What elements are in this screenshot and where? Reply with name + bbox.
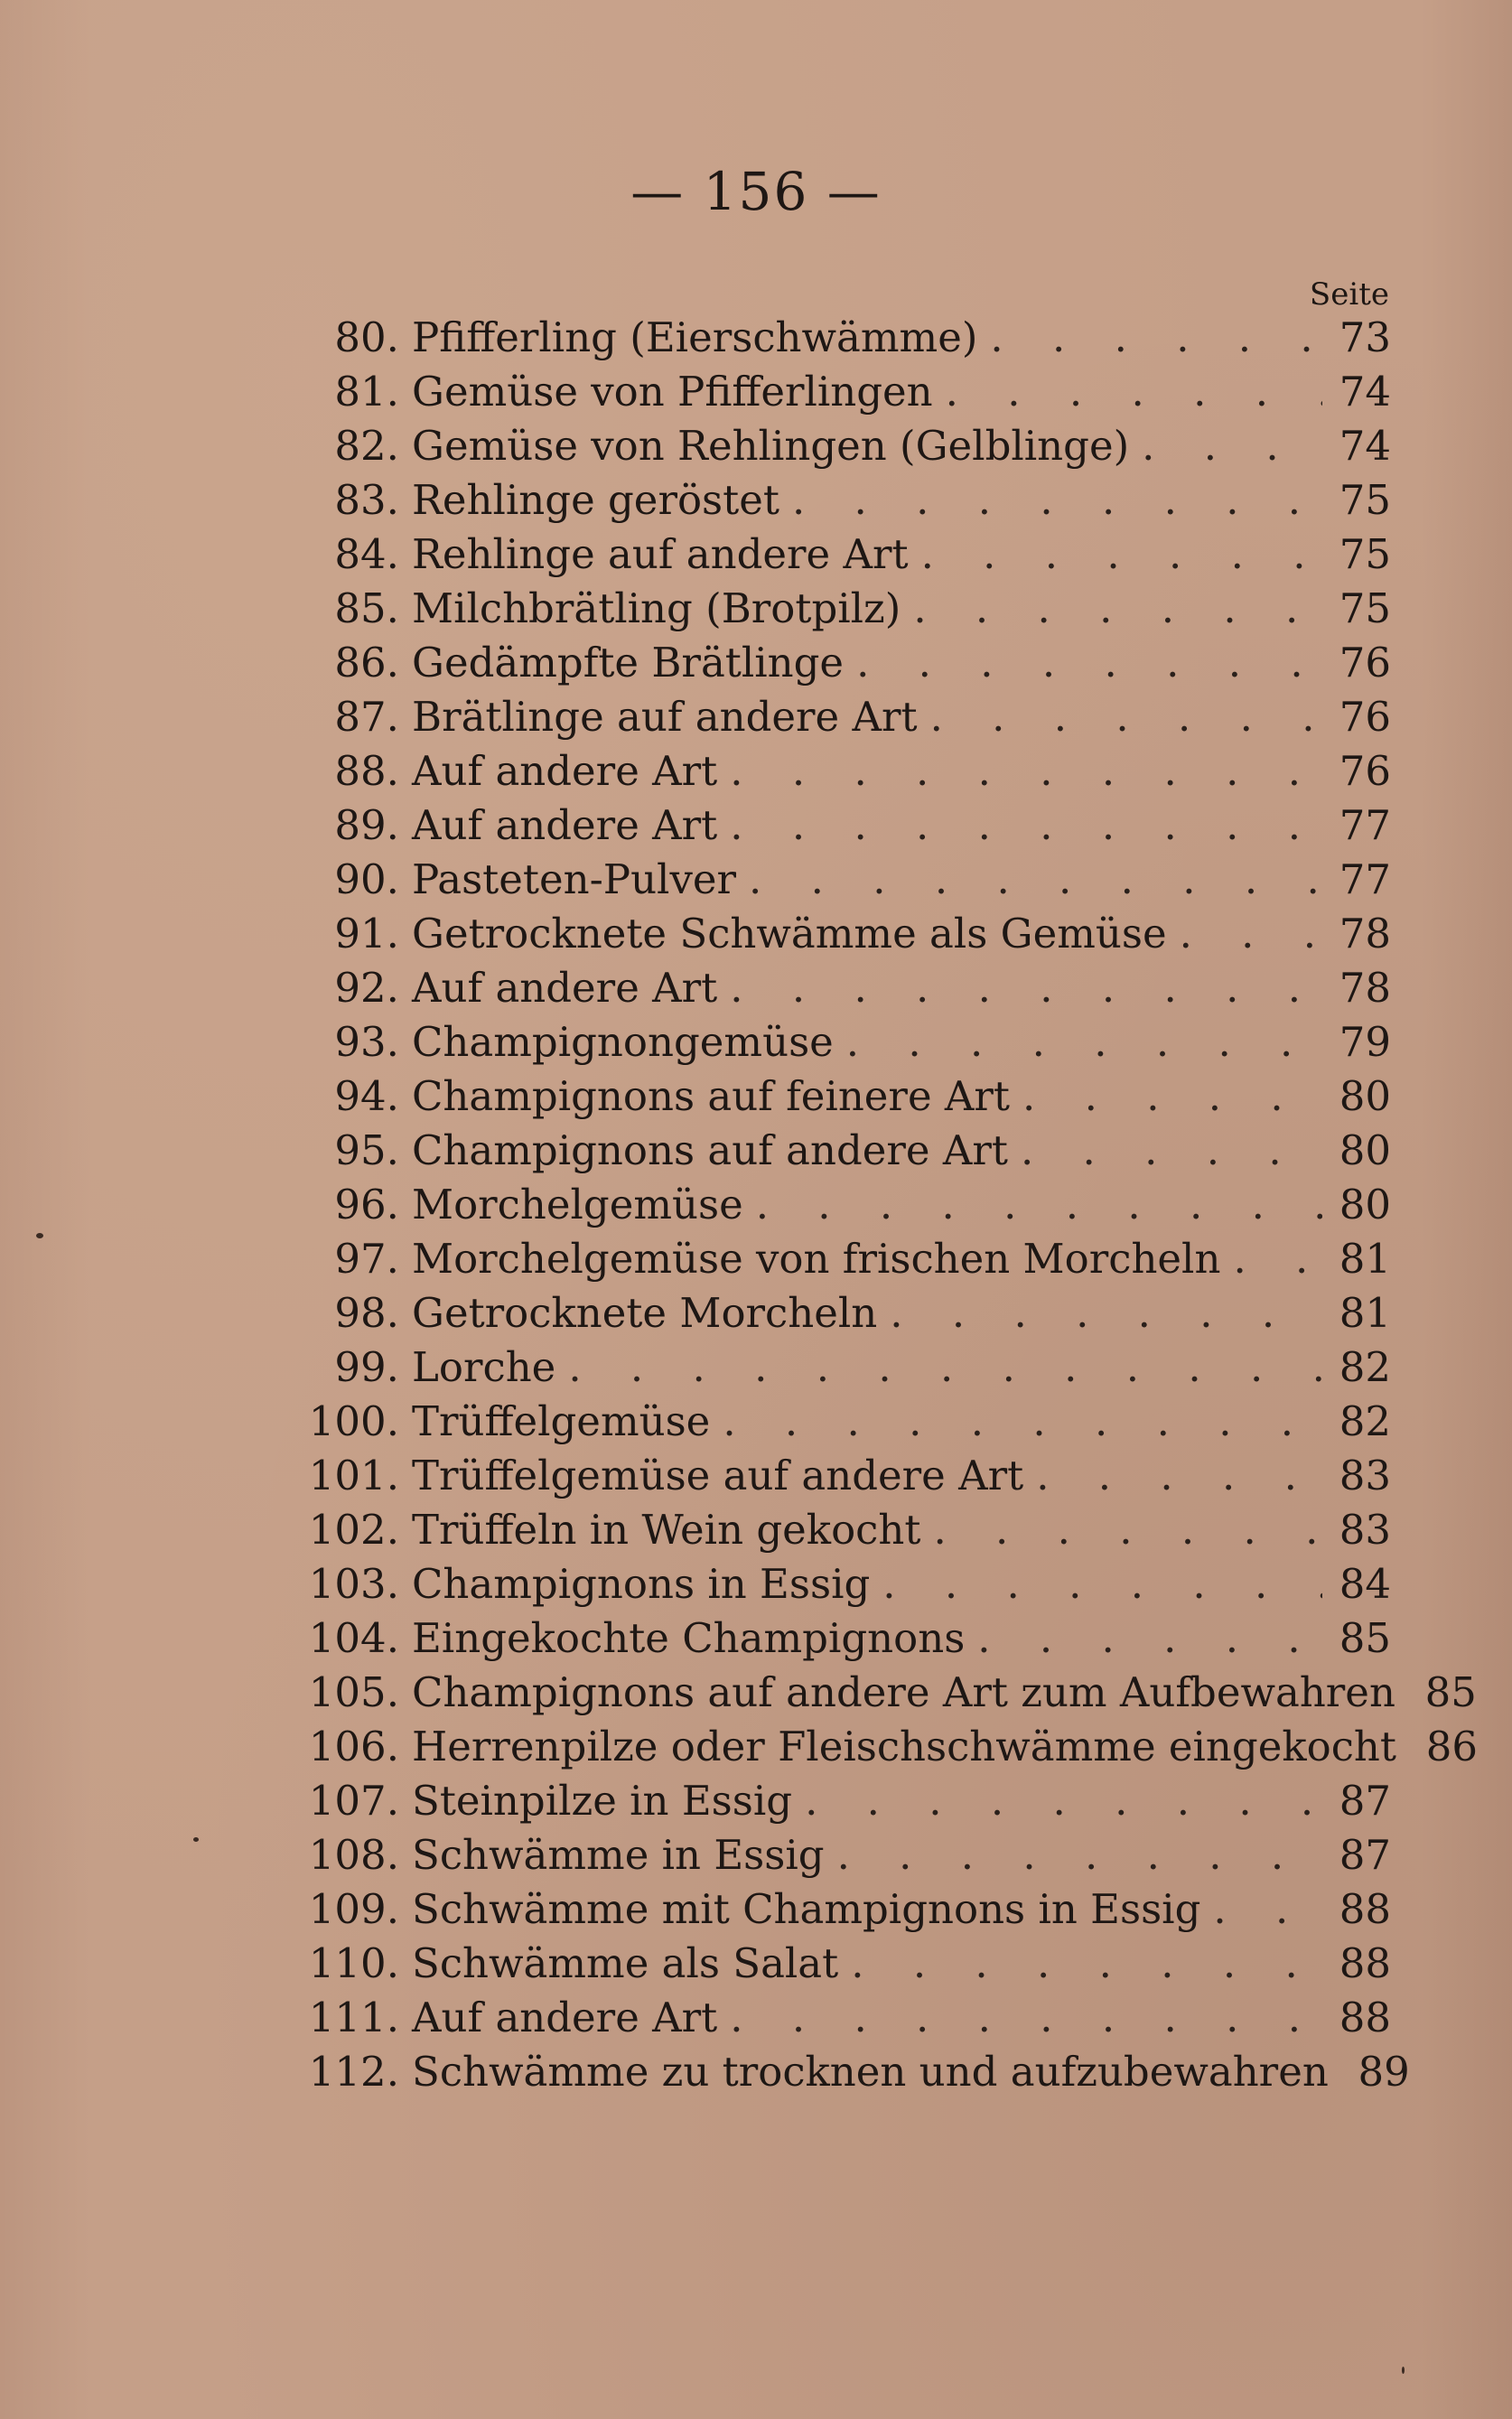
dot-leader bbox=[736, 853, 1322, 907]
toc-entry-number: 95. bbox=[334, 1126, 399, 1174]
toc-entry-number: 103. bbox=[308, 1560, 399, 1608]
toc-entry-title: Gemüse von Rehlingen (Gelblinge) bbox=[412, 422, 1130, 470]
toc-entry-number: 81. bbox=[334, 368, 399, 416]
toc-entry bbox=[289, 1611, 1391, 1666]
toc-entry bbox=[289, 961, 1391, 1015]
toc-entry-page: 74 bbox=[1339, 368, 1391, 416]
toc-entry-number: 90. bbox=[334, 855, 399, 903]
dot-leader bbox=[743, 1178, 1322, 1232]
toc-entry-title: Auf andere Art bbox=[412, 747, 718, 795]
dot-leader bbox=[710, 1395, 1322, 1449]
toc-entry-title: Champignongemüse bbox=[412, 1018, 834, 1066]
dot-leader bbox=[1395, 1666, 1408, 1720]
toc-entry-page: 82 bbox=[1339, 1343, 1391, 1391]
toc-entry-number: 105. bbox=[308, 1668, 399, 1716]
toc-entry-title: Gedämpfte Brätlinge bbox=[412, 639, 845, 686]
toc-entry bbox=[289, 907, 1391, 961]
toc-entry-title: Pfifferling (Eierschwämme) bbox=[412, 313, 978, 361]
toc-entry-page: 76 bbox=[1339, 639, 1391, 686]
dot-leader bbox=[1023, 1449, 1322, 1503]
toc-entry-number: 100. bbox=[308, 1397, 399, 1445]
toc-entry-number: 85. bbox=[334, 584, 399, 632]
toc-entry-number: 109. bbox=[308, 1885, 399, 1933]
dot-leader bbox=[933, 365, 1322, 419]
page-number: — 156 — bbox=[630, 161, 882, 222]
toc-entry-title: Schwämme mit Champignons in Essig bbox=[412, 1885, 1201, 1933]
toc-entry-title: Rehlinge auf andere Art bbox=[412, 530, 909, 578]
toc-entry-page: 86 bbox=[1425, 1723, 1478, 1770]
dot-leader bbox=[825, 1828, 1322, 1882]
toc-entry-page: 84 bbox=[1339, 1560, 1391, 1608]
toc-entry-page: 80 bbox=[1339, 1181, 1391, 1228]
toc-entry-number: 110. bbox=[308, 1939, 399, 1987]
toc-entry-title: Lorche bbox=[412, 1343, 556, 1391]
toc-entry-number: 92. bbox=[334, 964, 399, 1012]
toc-entry bbox=[289, 1015, 1391, 1069]
toc-entry-number: 108. bbox=[308, 1831, 399, 1879]
toc-entry-title: Milchbrätling (Brotpilz) bbox=[412, 584, 901, 632]
toc-entry-number: 93. bbox=[334, 1018, 399, 1066]
toc-entry-number: 94. bbox=[334, 1072, 399, 1120]
toc-entry bbox=[289, 1774, 1391, 1828]
toc-entry bbox=[289, 1666, 1477, 1720]
toc-entry-title: Getrocknete Morcheln bbox=[412, 1289, 878, 1337]
toc-entry-page: 74 bbox=[1339, 422, 1391, 470]
toc-entry-title: Trüffeln in Wein gekocht bbox=[412, 1506, 921, 1554]
toc-entry-number: 102. bbox=[308, 1506, 399, 1554]
toc-entry-number: 99. bbox=[334, 1343, 399, 1391]
toc-entry-title: Auf andere Art bbox=[412, 801, 718, 849]
toc-entry-page: 88 bbox=[1339, 1885, 1391, 1933]
toc-entry-page: 85 bbox=[1339, 1614, 1391, 1662]
dot-leader bbox=[1329, 2045, 1341, 2099]
dot-leader bbox=[920, 1503, 1322, 1557]
toc-entry-title: Champignons auf andere Art zum Aufbewahren bbox=[412, 1668, 1395, 1716]
toc-entry bbox=[289, 311, 1391, 365]
dot-leader bbox=[1200, 1882, 1322, 1937]
paper-speck bbox=[36, 1233, 43, 1238]
toc-entry-title: Steinpilze in Essig bbox=[412, 1777, 793, 1825]
toc-entry bbox=[289, 1232, 1391, 1286]
toc-entry-number: 88. bbox=[334, 747, 399, 795]
toc-entry bbox=[289, 1991, 1391, 2045]
toc-entry bbox=[289, 1069, 1391, 1124]
toc-entry-number: 87. bbox=[334, 693, 399, 741]
toc-entry bbox=[289, 365, 1391, 419]
toc-entry-number: 97. bbox=[334, 1235, 399, 1283]
toc-entry-number: 86. bbox=[334, 639, 399, 686]
toc-entry-number: 107. bbox=[308, 1777, 399, 1825]
toc-entry-page: 88 bbox=[1339, 1939, 1391, 1987]
toc-entry-title: Champignons auf andere Art bbox=[412, 1126, 1008, 1174]
toc-entry-page: 87 bbox=[1339, 1777, 1391, 1825]
dot-leader bbox=[838, 1937, 1322, 1991]
toc-entry-title: Trüffelgemüse bbox=[412, 1397, 711, 1445]
toc-entry-page: 78 bbox=[1339, 964, 1391, 1012]
toc-entry-number: 83. bbox=[334, 476, 399, 524]
dot-leader bbox=[779, 473, 1322, 528]
toc-entry-page: 81 bbox=[1339, 1289, 1391, 1337]
toc-entry-page: 76 bbox=[1339, 747, 1391, 795]
toc-entry-number: 82. bbox=[334, 422, 399, 470]
toc-entry bbox=[289, 1340, 1391, 1395]
toc-entry-title: Auf andere Art bbox=[412, 1994, 718, 2041]
toc-entry-title: Morchelgemüse von frischen Morcheln bbox=[412, 1235, 1221, 1283]
toc-entry-title: Rehlinge geröstet bbox=[412, 476, 779, 524]
toc-entry-page: 78 bbox=[1339, 910, 1391, 957]
toc-entry-number: 96. bbox=[334, 1181, 399, 1228]
toc-entry-page: 73 bbox=[1339, 313, 1391, 361]
toc-entry-title: Eingekochte Champignons bbox=[412, 1614, 966, 1662]
toc-entry-number: 106. bbox=[308, 1723, 399, 1770]
toc-entry-page: 87 bbox=[1339, 1831, 1391, 1879]
toc-entry-page: 81 bbox=[1339, 1235, 1391, 1283]
toc-entry-title: Schwämme als Salat bbox=[412, 1939, 839, 1987]
toc-entry-title: Schwämme zu trocknen und aufzubewahren bbox=[412, 2048, 1329, 2096]
dot-leader bbox=[965, 1611, 1322, 1666]
toc-entry-title: Schwämme in Essig bbox=[412, 1831, 825, 1879]
toc-entry bbox=[289, 1178, 1391, 1232]
toc-entry bbox=[289, 1395, 1391, 1449]
dot-leader bbox=[909, 528, 1322, 582]
table-of-contents bbox=[289, 311, 1478, 2099]
dot-leader bbox=[977, 311, 1322, 365]
toc-entry-number: 84. bbox=[334, 530, 399, 578]
dot-leader bbox=[1396, 1720, 1409, 1774]
toc-entry-page: 75 bbox=[1339, 530, 1391, 578]
toc-entry-page: 83 bbox=[1339, 1506, 1391, 1554]
toc-entry bbox=[289, 1828, 1391, 1882]
toc-entry-number: 98. bbox=[334, 1289, 399, 1337]
toc-entry-number: 101. bbox=[308, 1452, 399, 1499]
toc-entry bbox=[289, 473, 1391, 528]
toc-entry bbox=[289, 744, 1391, 799]
toc-entry bbox=[289, 1557, 1391, 1611]
toc-entry bbox=[289, 582, 1391, 636]
toc-entry-title: Auf andere Art bbox=[412, 964, 718, 1012]
toc-entry-title: Gemüse von Pfifferlingen bbox=[412, 368, 933, 416]
toc-entry-page: 82 bbox=[1339, 1397, 1391, 1445]
toc-entry-page: 77 bbox=[1339, 801, 1391, 849]
paper-speck bbox=[1402, 2367, 1405, 2374]
toc-entry-page: 76 bbox=[1339, 693, 1391, 741]
toc-entry-number: 80. bbox=[334, 313, 399, 361]
dot-leader bbox=[717, 1991, 1322, 2045]
dot-leader bbox=[792, 1774, 1322, 1828]
toc-entry bbox=[289, 1449, 1391, 1503]
dot-leader bbox=[870, 1557, 1322, 1611]
toc-entry-title: Pasteten-Pulver bbox=[412, 855, 737, 903]
dot-leader bbox=[844, 636, 1322, 690]
toc-entry bbox=[289, 636, 1391, 690]
toc-entry-page: 79 bbox=[1339, 1018, 1391, 1066]
toc-entry-page: 83 bbox=[1339, 1452, 1391, 1499]
dot-leader bbox=[834, 1015, 1322, 1069]
toc-entry-number: 112. bbox=[308, 2048, 399, 2096]
toc-entry bbox=[289, 1937, 1391, 1991]
paper-speck bbox=[193, 1837, 199, 1842]
toc-entry-number: 104. bbox=[308, 1614, 399, 1662]
dot-leader bbox=[901, 582, 1322, 636]
toc-entry-page: 80 bbox=[1339, 1072, 1391, 1120]
dot-leader bbox=[1008, 1124, 1322, 1178]
dot-leader bbox=[1129, 419, 1322, 473]
toc-entry-title: Trüffelgemüse auf andere Art bbox=[412, 1452, 1024, 1499]
toc-entry-title: Brätlinge auf andere Art bbox=[412, 693, 918, 741]
toc-entry bbox=[289, 1882, 1391, 1937]
toc-entry bbox=[289, 853, 1391, 907]
toc-entry bbox=[289, 1124, 1391, 1178]
toc-entry-title: Champignons auf feinere Art bbox=[412, 1072, 1010, 1120]
toc-entry bbox=[289, 1286, 1391, 1340]
toc-entry-number: 89. bbox=[334, 801, 399, 849]
toc-entry bbox=[289, 528, 1391, 582]
toc-entry-number: 91. bbox=[334, 910, 399, 957]
dot-leader bbox=[877, 1286, 1322, 1340]
dot-leader bbox=[1220, 1232, 1322, 1286]
toc-entry-title: Champignons in Essig bbox=[412, 1560, 871, 1608]
dot-leader bbox=[918, 690, 1322, 744]
toc-entry-number: 111. bbox=[308, 1994, 399, 2041]
dot-leader bbox=[555, 1340, 1322, 1395]
toc-entry bbox=[289, 419, 1391, 473]
toc-entry-title: Herrenpilze oder Fleischschwämme eingekocht bbox=[412, 1723, 1396, 1770]
toc-entry-page: 85 bbox=[1424, 1668, 1477, 1716]
toc-entry-page: 88 bbox=[1339, 1994, 1391, 2041]
dot-leader bbox=[717, 744, 1322, 799]
dot-leader bbox=[1167, 907, 1322, 961]
toc-entry-page: 75 bbox=[1339, 476, 1391, 524]
dot-leader bbox=[717, 799, 1322, 853]
seite-column-label: Seite bbox=[1309, 276, 1389, 313]
toc-entry-page: 89 bbox=[1358, 2048, 1410, 2096]
toc-entry bbox=[289, 1720, 1478, 1774]
toc-entry-page: 75 bbox=[1339, 584, 1391, 632]
dot-leader bbox=[1010, 1069, 1322, 1124]
toc-entry bbox=[289, 690, 1391, 744]
toc-entry-page: 77 bbox=[1339, 855, 1391, 903]
toc-entry-page: 80 bbox=[1339, 1126, 1391, 1174]
toc-entry bbox=[289, 2045, 1410, 2099]
toc-entry-title: Getrocknete Schwämme als Gemüse bbox=[412, 910, 1167, 957]
toc-entry bbox=[289, 1503, 1391, 1557]
toc-entry bbox=[289, 799, 1391, 853]
toc-entry-title: Morchelgemüse bbox=[412, 1181, 743, 1228]
dot-leader bbox=[717, 961, 1322, 1015]
